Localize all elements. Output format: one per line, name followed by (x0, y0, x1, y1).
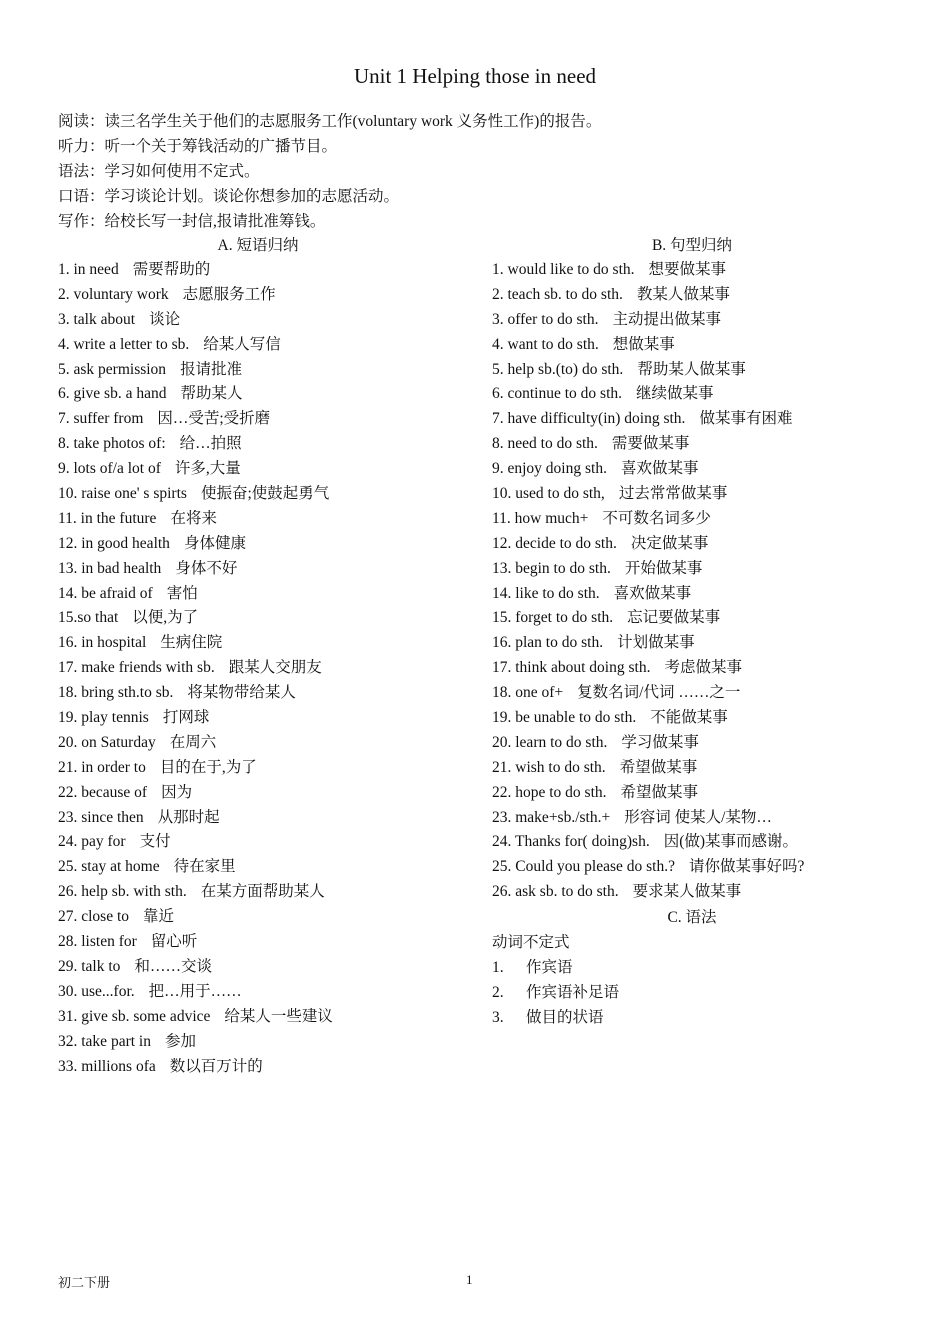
list-item (492, 781, 912, 806)
chinese-meaning: 谈论 (149, 310, 181, 328)
english-phrase: 23. since then (58, 808, 144, 826)
chinese-meaning: 不可数名词多少 (602, 509, 711, 527)
chinese-meaning: 因为 (161, 783, 193, 801)
english-phrase: 11. how much+ (492, 509, 589, 527)
chinese-meaning: 主动提出做某事 (612, 310, 721, 328)
english-phrase: 18. one of+ (492, 684, 564, 702)
list-item (58, 855, 478, 880)
english-phrase: 7. have difficulty(in) doing sth. (492, 410, 686, 428)
english-phrase: 4. write a letter to sb. (58, 335, 190, 353)
english-phrase: 2. voluntary work (58, 285, 169, 303)
list-item (58, 930, 478, 955)
chinese-meaning: 待在家里 (173, 858, 236, 876)
english-phrase: 15.so that (58, 609, 119, 627)
list-item (58, 731, 478, 756)
english-phrase: 19. be unable to do sth. (492, 709, 637, 727)
list-item (492, 582, 912, 607)
section-c-heading: C. 语法 (667, 909, 717, 927)
list-item (58, 806, 478, 831)
chinese-meaning: 开始做某事 (624, 559, 703, 577)
english-phrase: 20. on Saturday (58, 733, 156, 751)
intro-speaking: 口语：学习谈论计划。谈论你想参加的志愿活动。 (58, 188, 400, 205)
english-phrase: 27. close to (58, 908, 130, 926)
chinese-meaning: 生病住院 (160, 634, 223, 652)
intro-writing: 写作：给校长写一封信,报请批准筹钱。 (58, 213, 326, 230)
english-phrase: 15. forget to do sth. (492, 609, 614, 627)
chinese-meaning: 考虑做某事 (664, 659, 742, 677)
list-item (492, 656, 912, 681)
chinese-meaning: 使振奋;使鼓起勇气 (200, 485, 330, 503)
english-phrase: 31. give sb. some advice (58, 1007, 211, 1025)
list-item (58, 1005, 478, 1030)
english-phrase: 9. enjoy doing sth. (492, 460, 607, 478)
list-item (492, 706, 912, 731)
chinese-meaning: 数以百万计的 (169, 1057, 263, 1075)
list-item (58, 781, 478, 806)
english-phrase: 17. make friends with sb. (58, 659, 215, 677)
page-title: Unit 1 Helping those in need (353, 64, 597, 88)
english-phrase: 24. pay for (58, 833, 126, 851)
english-phrase: 5. ask permission (58, 360, 167, 378)
grammar-list (492, 955, 912, 1030)
chinese-meaning: 复数名词/代词 ……之一 (577, 684, 741, 702)
english-phrase: 20. learn to do sth. (492, 733, 608, 751)
list-item (492, 606, 912, 631)
item-number: 1. (492, 959, 504, 977)
list-item (58, 258, 478, 283)
chinese-meaning: 帮助某人 (180, 385, 243, 403)
english-phrase: 13. in bad health (58, 559, 162, 577)
english-phrase: 21. in order to (58, 758, 146, 776)
list-item (492, 507, 912, 532)
list-item (492, 258, 912, 283)
list-item (58, 457, 478, 482)
chinese-meaning: 忘记要做某事 (627, 609, 721, 627)
chinese-meaning: 在将来 (170, 509, 217, 527)
chinese-meaning: 身体健康 (183, 534, 246, 552)
list-item (492, 855, 912, 880)
english-phrase: 8. take photos of: (58, 435, 166, 453)
english-phrase: 16. in hospital (58, 634, 147, 652)
chinese-meaning: 要求某人做某事 (632, 883, 742, 901)
chinese-meaning: 在周六 (169, 733, 217, 751)
list-item (58, 905, 478, 930)
english-phrase: 6. continue to do sth. (492, 385, 623, 403)
english-phrase: 26. ask sb. to do sth. (492, 883, 619, 901)
list-item (492, 631, 912, 656)
grammar-usage: 作宾语 (526, 959, 573, 977)
chinese-meaning: 身体不好 (175, 559, 238, 577)
list-item (492, 806, 912, 831)
english-phrase: 1. in need (58, 261, 119, 278)
chinese-meaning: 许多,大量 (174, 460, 241, 478)
list-item (492, 557, 912, 582)
english-phrase: 11. in the future (58, 509, 157, 527)
intro-grammar: 语法：学习如何使用不定式。 (58, 163, 260, 180)
english-phrase: 10. used to do sth, (492, 485, 605, 503)
list-item (492, 457, 912, 482)
list-item (58, 283, 478, 308)
list-item (492, 382, 912, 407)
english-phrase: 26. help sb. with sth. (58, 883, 187, 901)
list-item (58, 382, 478, 407)
english-phrase: 8. need to do sth. (492, 435, 598, 453)
english-phrase: 3. offer to do sth. (492, 310, 599, 328)
chinese-meaning: 帮助某人做某事 (637, 360, 746, 378)
chinese-meaning: 需要做某事 (611, 435, 690, 453)
list-item (58, 980, 478, 1005)
chinese-meaning: 给某人写信 (203, 335, 281, 353)
list-item (58, 830, 478, 855)
list-item (58, 880, 478, 905)
chinese-meaning: 靠近 (143, 908, 175, 926)
english-phrase: 23. make+sb./sth.+ (492, 808, 611, 826)
chinese-meaning: 害怕 (166, 584, 198, 602)
list-item (58, 706, 478, 731)
item-number: 3. (492, 1009, 504, 1027)
english-phrase: 24. Thanks for( doing)sh. (492, 833, 650, 851)
intro-block (58, 109, 601, 234)
list-item (58, 656, 478, 681)
english-phrase: 4. want to do sth. (492, 335, 599, 353)
page-number: 1 (466, 1272, 473, 1287)
list-item (492, 532, 912, 557)
english-phrase: 3. talk about (58, 310, 136, 328)
chinese-meaning: 在某方面帮助某人 (200, 883, 325, 901)
chinese-meaning: 决定做某事 (630, 534, 709, 552)
list-item (492, 432, 912, 457)
english-phrase: 5. help sb.(to) do sth. (492, 360, 624, 378)
english-phrase: 13. begin to do sth. (492, 559, 611, 577)
list-item (58, 507, 478, 532)
chinese-meaning: 希望做某事 (620, 783, 699, 801)
chinese-meaning: 不能做某事 (650, 709, 728, 727)
chinese-meaning: 将某物带给某人 (187, 684, 296, 702)
chinese-meaning: 留心听 (150, 933, 198, 951)
english-phrase: 7. suffer from (58, 410, 144, 428)
chinese-meaning: 目的在于,为了 (159, 758, 257, 776)
list-item (58, 955, 478, 980)
english-phrase: 19. play tennis (58, 709, 149, 727)
chinese-meaning: 学习做某事 (621, 733, 699, 751)
chinese-meaning: 因…受苦;受折磨 (157, 410, 271, 428)
chinese-meaning: 做某事有困难 (699, 410, 793, 428)
chinese-meaning: 因(做)某事而感谢。 (663, 833, 799, 851)
list-item (58, 308, 478, 333)
list-item (58, 358, 478, 383)
english-phrase: 16. plan to do sth. (492, 634, 604, 652)
chinese-meaning: 给…拍照 (179, 435, 242, 453)
grammar-usage: 作宾语补足语 (526, 984, 620, 1002)
english-phrase: 28. listen for (58, 933, 137, 951)
grammar-item (492, 1005, 912, 1030)
english-phrase: 25. stay at home (58, 858, 160, 876)
english-phrase: 32. take part in (58, 1032, 151, 1050)
chinese-meaning: 计划做某事 (617, 634, 695, 652)
list-item (58, 1030, 478, 1055)
chinese-meaning: 参加 (164, 1032, 196, 1050)
intro-listening: 听力：听一个关于筹钱活动的广播节目。 (58, 138, 338, 155)
list-item (492, 880, 912, 905)
phrase-list (58, 258, 478, 1079)
chinese-meaning: 请你做某事好吗? (688, 858, 805, 876)
chinese-meaning: 想做某事 (612, 335, 675, 353)
list-item (58, 432, 478, 457)
chinese-meaning: 和……交谈 (134, 957, 212, 975)
chinese-meaning: 希望做某事 (619, 758, 698, 776)
chinese-meaning: 喜欢做某事 (613, 584, 692, 602)
list-item (58, 532, 478, 557)
intro-reading: 阅读：读三名学生关于他们的志愿服务工作(voluntary work 义务性工作)的报告。 (58, 113, 602, 130)
chinese-meaning: 需要帮助的 (132, 261, 211, 278)
english-phrase: 22. hope to do sth. (492, 783, 607, 801)
list-item (492, 482, 912, 507)
list-item (58, 333, 478, 358)
list-item (58, 557, 478, 582)
english-phrase: 12. decide to do sth. (492, 534, 617, 552)
list-item (492, 333, 912, 358)
chinese-meaning: 形容词 使某人/某物… (624, 808, 772, 826)
chinese-meaning: 想要做某事 (648, 261, 727, 278)
list-item (58, 582, 478, 607)
list-item (492, 358, 912, 383)
chinese-meaning: 跟某人交朋友 (228, 659, 322, 677)
english-phrase: 33. millions ofa (58, 1057, 156, 1075)
chinese-meaning: 过去常常做某事 (618, 485, 728, 503)
list-item (492, 681, 912, 706)
chinese-meaning: 志愿服务工作 (182, 285, 276, 303)
english-phrase: 9. lots of/a lot of (58, 460, 161, 478)
list-item (492, 407, 912, 432)
list-item (58, 407, 478, 432)
list-item (58, 681, 478, 706)
chinese-meaning: 支付 (139, 833, 171, 851)
english-phrase: 6. give sb. a hand (58, 385, 167, 403)
chinese-meaning: 从那时起 (157, 808, 220, 826)
phrase-column (58, 233, 478, 1079)
chinese-meaning: 给某人一些建议 (224, 1007, 333, 1025)
chinese-meaning: 报请批准 (180, 360, 243, 378)
list-item (492, 308, 912, 333)
english-phrase: 21. wish to do sth. (492, 758, 606, 776)
english-phrase: 14. be afraid of (58, 584, 153, 602)
footer-book-label: 初二下册 (58, 1275, 111, 1290)
english-phrase: 12. in good health (58, 534, 170, 552)
grammar-item (492, 955, 912, 980)
english-phrase: 14. like to do sth. (492, 584, 600, 602)
english-phrase: 17. think about doing sth. (492, 659, 651, 677)
list-item (58, 756, 478, 781)
grammar-item (492, 980, 912, 1005)
item-number: 2. (492, 984, 504, 1002)
section-a-heading: A. 短语归纳 (217, 237, 299, 254)
section-b-heading: B. 句型归纳 (651, 237, 733, 254)
list-item (492, 830, 912, 855)
grammar-usage: 做目的状语 (526, 1009, 604, 1027)
english-phrase: 2. teach sb. to do sth. (492, 285, 623, 303)
english-phrase: 30. use...for. (58, 982, 135, 1000)
list-item (58, 482, 478, 507)
chinese-meaning: 把…用于…… (148, 982, 242, 1000)
chinese-meaning: 喜欢做某事 (620, 460, 699, 478)
sentence-pattern-list (492, 258, 912, 905)
chinese-meaning: 以便,为了 (132, 609, 199, 627)
list-item (492, 283, 912, 308)
chinese-meaning: 教某人做某事 (636, 285, 730, 303)
list-item (492, 756, 912, 781)
english-phrase: 10. raise one' s spirts (58, 485, 187, 503)
english-phrase: 25. Could you please do sth.? (492, 858, 675, 876)
chinese-meaning: 继续做某事 (636, 385, 714, 403)
chinese-meaning: 打网球 (162, 709, 210, 727)
english-phrase: 22. because of (58, 783, 148, 801)
english-phrase: 1. would like to do sth. (492, 261, 635, 278)
english-phrase: 18. bring sth.to sb. (58, 684, 174, 702)
sentence-column (492, 233, 912, 1030)
grammar-title: 动词不定式 (492, 934, 570, 952)
list-item (58, 1055, 478, 1080)
list-item (58, 606, 478, 631)
english-phrase: 29. talk to (58, 957, 121, 975)
list-item (58, 631, 478, 656)
list-item (492, 731, 912, 756)
